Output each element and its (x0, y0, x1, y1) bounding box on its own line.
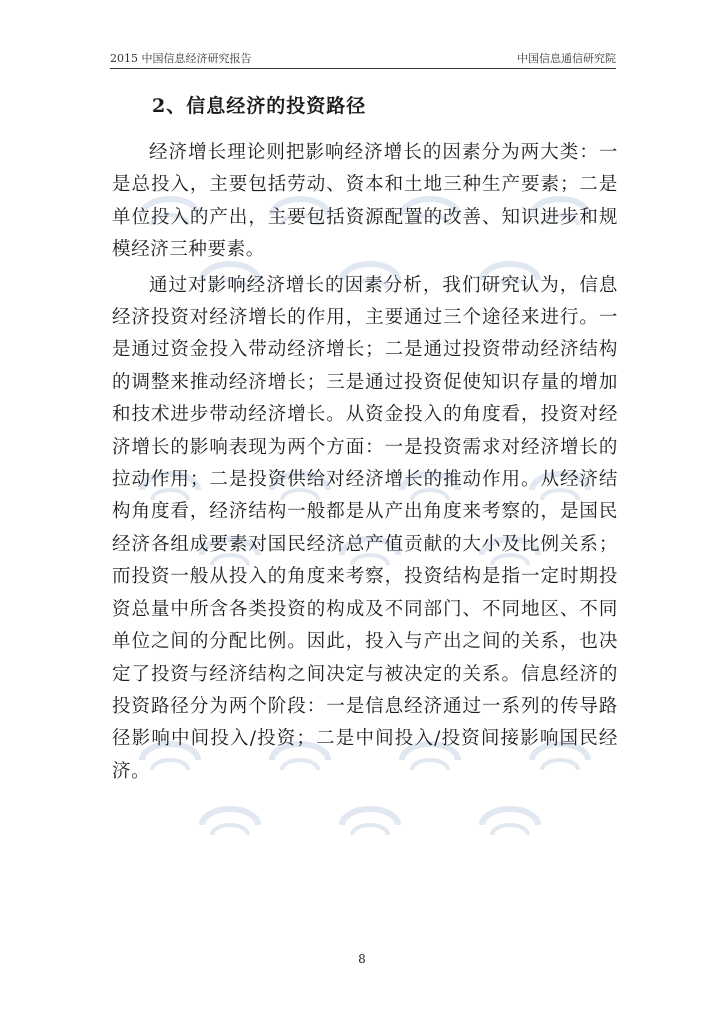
header-institute-name: 中国信息通信研究院 (517, 52, 616, 65)
watermark-logo-icon (202, 809, 258, 835)
watermark-logo-icon (482, 809, 538, 835)
watermark-logo-icon (342, 809, 398, 835)
body-text (112, 137, 618, 791)
paragraph-1: 经济增长理论则把影响经济增长的因素分为两大类：一是总投入，主要包括劳动、资本和土地三种生产要素；二是单位投入的产出，主要包括资源配置的改善、知识进步和规模经济三种要素。 (112, 142, 618, 261)
page-number: 8 (358, 952, 366, 966)
paragraph-2: 通过对影响经济增长的因素分析，我们研究认为，信息经济投资对经济增长的作用，主要通过三个途径来进行。一是通过资金投入带动经济增长；二是通过投资带动经济结构的调整来推动经济增长；三是通过投资促使知识存量的增加和技术进步带动经济增长。从资金投入的角度看，投资对经济增长的影响表现为两个方面：一是投资需求对经济增长的拉动作用；二是投资供给对经济增长的推动作用。从经济结构角度看，经济结构一般都是从产出角度来考察的，是国民经济各组成要素对国民经济总产值贡献的大小及比例关系；而投资一般从投入的角度来考察，投资结构是指一定时期投资总量中所含各类投资的构成及不同部门、不同地区、不同单位之间的分配比例。因此，投入与产出之间的关系，也决定了投资与经济结构之间决定与被决定的关系。信息经济的投资路径分为两个阶段：一是信息经济通过一系列的传导路径影响中间投入/投资；二是中间投入/投资间接影响国民经济。 (112, 274, 618, 782)
section-title: 2、信息经济的投资路径 (152, 95, 367, 117)
page-header (110, 48, 616, 69)
header-report-title: 2015 中国信息经济研究报告 (110, 52, 252, 65)
